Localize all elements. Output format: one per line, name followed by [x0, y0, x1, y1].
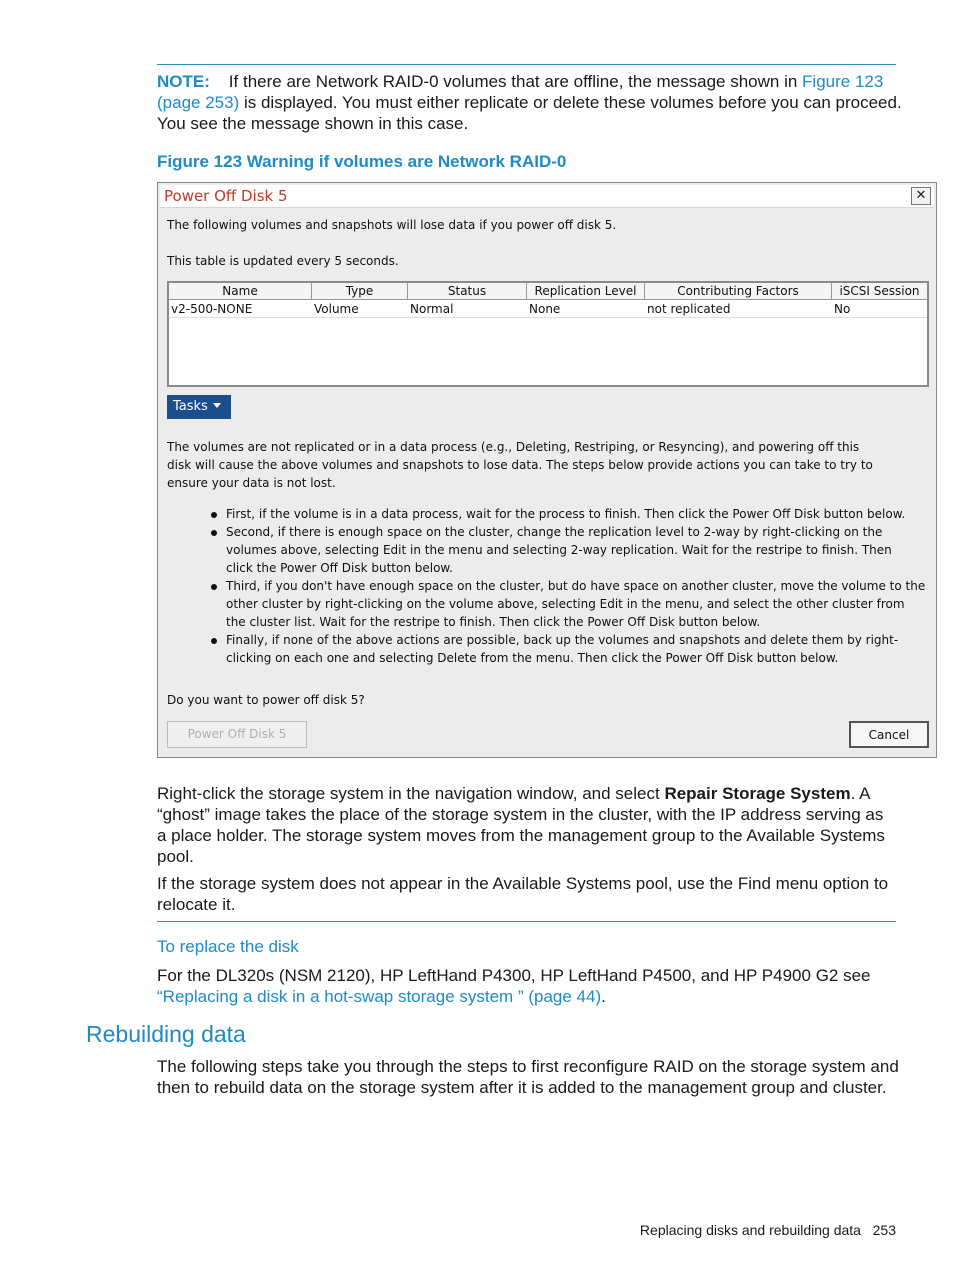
repair-storage-system-term: Repair Storage System [664, 784, 851, 803]
cell-name: v2-500-NONE [171, 302, 253, 316]
col-header-replication-level[interactable]: Replication Level [527, 283, 645, 300]
power-off-dialog [157, 182, 937, 758]
figure-caption: Figure 123 Warning if volumes are Network RAID-0 [157, 152, 567, 171]
col-header-status[interactable]: Status [408, 283, 527, 300]
volumes-table [167, 281, 929, 387]
replace-disk-paragraph [157, 965, 897, 1007]
section-heading: Rebuilding data [86, 1021, 246, 1047]
dialog-line-2: This table is updated every 5 seconds. [167, 254, 399, 268]
power-off-disk-button[interactable]: Power Off Disk 5 [167, 721, 307, 748]
hot-swap-link[interactable]: “Replacing a disk in a hot-swap storage system ” (page 44) [157, 987, 602, 1006]
replace-text-before: For the DL320s (NSM 2120), HP LeftHand P4300, HP LeftHand P4500, and HP P4900 G2 see [157, 966, 871, 985]
cell-status: Normal [410, 302, 454, 316]
bullet-item-4: Finally, if none of the above actions are possible, back up the volumes and snapshots and delete them by right-clicking on each one and selecting Delete from the menu. Then click the Power Off Disk button below. [226, 633, 899, 665]
cell-iscsi-session: No [834, 302, 851, 316]
rebuild-paragraph: The following steps take you through the steps to first reconfigure RAID on the storage system and then to rebuild data on the storage system after it is added to the management group and cluster. [157, 1057, 899, 1097]
footer-title: Replacing disks and rebuilding data [639, 1222, 861, 1238]
bullet-item-2: Second, if there is enough space on the cluster, change the replication level to 2-way by right-clicking on the volumes above, selecting Edit in the menu and selecting 2-way replication. Wait for the restripe to finish. Then click the Power Off Disk button below. [226, 525, 892, 575]
repair-paragraph [157, 783, 897, 867]
cell-type: Volume [314, 302, 359, 316]
note-text-before: If there are Network RAID-0 volumes that are offline, the message shown in [228, 72, 803, 91]
page-number: 253 [872, 1222, 896, 1238]
figure-link[interactable]: Figure 123 (page 253) [157, 72, 884, 112]
note-label: NOTE: [157, 72, 210, 91]
bullet-item-1: First, if the volume is in a data process, wait for the process to finish. Then click the Power Off Disk button below. [226, 507, 906, 521]
cancel-button[interactable]: Cancel [849, 721, 929, 748]
tasks-label: Tasks [173, 399, 208, 414]
confirm-question: Do you want to power off disk 5? [167, 693, 365, 707]
dialog-line-1: The following volumes and snapshots will lose data if you power off disk 5. [167, 218, 617, 232]
dialog-title-bar [160, 185, 934, 208]
relocate-paragraph: If the storage system does not appear in the Available Systems pool, use the Find menu option to relocate it. [157, 874, 889, 914]
dialog-title: Power Off Disk 5 [164, 187, 288, 205]
close-icon[interactable]: ✕ [911, 187, 931, 205]
warning-line-3: ensure your data is not lost. [167, 476, 336, 490]
section-rule [157, 921, 896, 922]
col-header-name[interactable]: Name [169, 283, 312, 300]
note-text-after: is displayed. You must either replicate or delete these volumes before you can proceed. You see the message shown in this case. [157, 93, 902, 133]
cell-contributing-factors: not replicated [647, 302, 731, 316]
replace-text-after: . [601, 987, 606, 1006]
caret-down-icon [213, 403, 221, 408]
bullet-item-3: Third, if you don't have enough space on the cluster, but do have space on another cluster, move the volume to the other cluster by right-clicking on the volume above, selecting Edit in the menu, and select the other cluster from the cluster list. Wait for the restripe to finish. Then click the Power Off Disk button below. [226, 579, 926, 629]
cell-replication-level: None [529, 302, 561, 316]
repair-text-after: . A “ghost” image takes the place of the storage system in the cluster, with the IP address serving as a place holder. The storage system moves from the management group to the Available Systems pool. [157, 784, 885, 866]
replace-disk-subheading: To replace the disk [157, 937, 299, 956]
warning-line-2: disk will cause the above volumes and snapshots to lose data. The steps below provide actions you can take to try to [167, 458, 873, 472]
page-footer [560, 1222, 896, 1238]
col-header-contributing-factors[interactable]: Contributing Factors [645, 283, 832, 300]
tasks-menu-button[interactable] [167, 395, 231, 419]
col-header-iscsi-session[interactable]: iSCSI Session [832, 283, 927, 300]
warning-line-1: The volumes are not replicated or in a data process (e.g., Deleting, Restriping, or Resyncing), and powering off this [167, 440, 860, 454]
note-top-rule [157, 64, 896, 65]
repair-text-before: Right-click the storage system in the navigation window, and select [157, 784, 665, 803]
col-header-type[interactable]: Type [312, 283, 408, 300]
note-paragraph [157, 71, 902, 134]
